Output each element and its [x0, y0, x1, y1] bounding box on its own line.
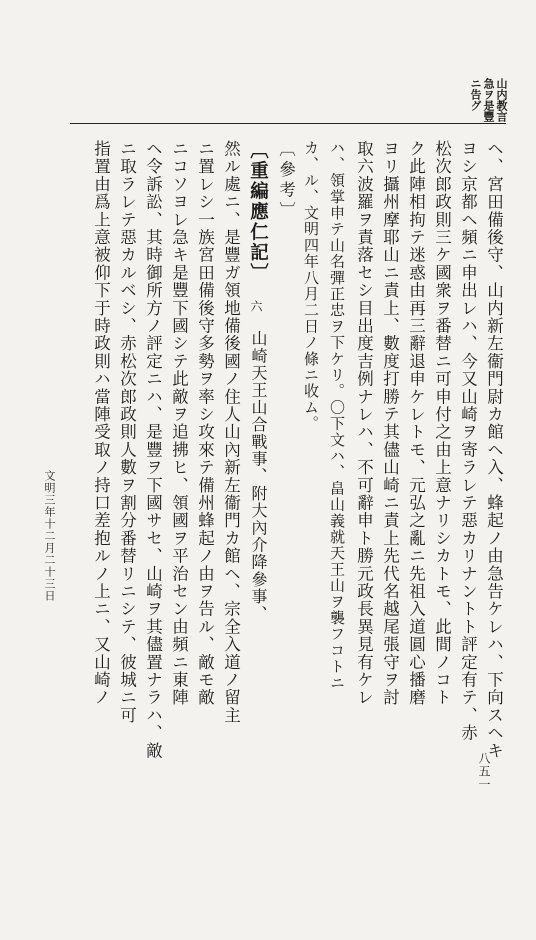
source-title: 〔重編應仁記〕: [247, 140, 269, 284]
body-column-1: 然ル處ニ、是豐ガ領地備後國ノ住人山內新左衞門カ館ヘ、宗全入道ノ留主: [221, 140, 241, 725]
header-line-2: 急ヲ是豐: [482, 78, 495, 122]
text-column-7: ハ、領掌申テ山名彈正忠ヲ下ケリ。〇下文ハ、畠山義就天王山ヲ襲フコトニ: [328, 140, 346, 691]
section-title: 山崎天王山合戰事、附大內介降參事、: [249, 330, 268, 623]
page-number: 八五一: [477, 752, 491, 791]
body-column-3: ニコソヨレ急キ是豐下國シテ此敵ヲ追拂ヒ、領國ヲ平治セン由頻ニ東陣: [169, 140, 189, 707]
text-column-6: 取六波羅ヲ責落セシ目出度吉例ナレハ、不可辭申ト勝元政長異見有ケレ: [354, 140, 374, 707]
text-column-5: ヨリ攝州摩耶山ニ責上、數度打勝テ其儘山崎ニ責上先代名越尾張守ヲ討: [380, 140, 400, 707]
header-line-1: 山内教言: [495, 78, 508, 122]
text-column-8: カ、ル、文明四年八月二日ノ條ニ收ム。: [302, 140, 320, 432]
source-volume: 六: [249, 300, 263, 314]
header-rule: [70, 123, 506, 124]
text-column-2: ヨシ京都ヘ頻ニ申出レハ、今又山崎ヲ寄ラレテ惡カリナントト評定有テ、赤: [458, 140, 478, 742]
body-column-4: ヘ令訴訟、其時御所方ノ評定ニハ、是豐ヲ下國サセ、山崎ヲ其儘置ナラハ、敵: [143, 140, 163, 760]
body-column-5: ニ取ラレテ惡カルベシ、赤松次郎政則人數ヲ割分番替リニシテ、彼城ニ可: [117, 140, 137, 725]
body-column-2: ニ置レシ一族宮田備後守多勢ヲ率シ攻來テ備州蜂起ノ由ヲ告ル、敵モ敵: [195, 140, 215, 707]
body-column-6: 指置由爲上意被仰下于時政則ハ當陣受取ノ持口差抱ルノ上ニ、又山崎ノ: [91, 140, 111, 707]
header-line-3: ニ告グ: [469, 78, 482, 111]
text-column-1: ヘ、宮田備後守、山内新左衞門尉カ館ヘ入、蜂起ノ由急告ケレハ、下向スヘキ: [484, 140, 504, 760]
text-column-4: ク此陣相拘テ迷惑由再三辭退申ケレトモ、元弘之亂ニ先祖入道圓心播磨: [406, 140, 426, 707]
date-footer: 文明三年十二月二十三日: [43, 470, 56, 602]
sankou-label: 〔參考〕: [276, 140, 296, 222]
text-column-3: 松次郎政則三ケ國衆ヲ番替ニ可申付之由上意ナリシカトモ、此間ノコト: [432, 140, 452, 707]
